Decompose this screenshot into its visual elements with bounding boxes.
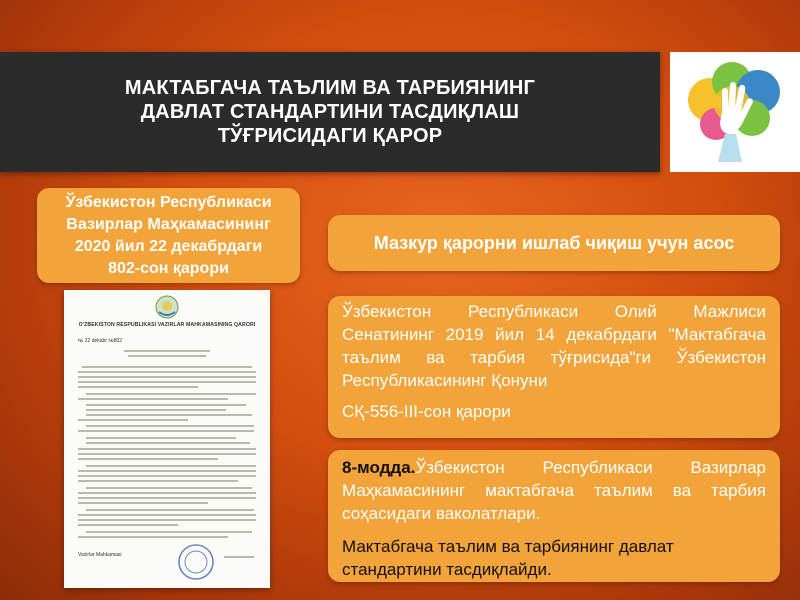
document-signature: Vazirlar Mahkamasi [78, 552, 122, 558]
document-text-line [78, 514, 256, 516]
document-text-line [124, 350, 210, 352]
article-text: Ўзбекистон Республикаси Вазирлар Маҳкамасининг мактабгача таълим ва тарбия соҳасидаги ваколатлари. [342, 458, 766, 523]
document-text-line [224, 556, 254, 558]
document-text-line [128, 355, 206, 357]
document-text-line [86, 509, 254, 511]
document-text-line [86, 442, 250, 444]
document-text-line [78, 458, 218, 460]
document-text-line [86, 409, 226, 411]
basis-heading: Мазкур қарорни ишлаб чиқиш учун асос [373, 232, 735, 253]
document-text-line [86, 437, 236, 439]
document-meta: № 22 dekabr №802 [78, 338, 123, 344]
document-text-line [78, 480, 238, 482]
senate-resolution-ref: СҚ-556-III-сон қарори [342, 402, 511, 421]
document-text-line [78, 376, 256, 378]
decree-line-3: 2020 йил 22 декабрдаги [74, 237, 263, 255]
slide-title-line-1: МАКТАБГАЧА ТАЪЛИМ ВА ТАРБИЯНИНГ [124, 77, 536, 99]
slide-title-line-3: ТЎҒРИСИДАГИ ҚАРОР [217, 125, 443, 147]
slide-title-bar [0, 52, 660, 172]
document-text-line [78, 419, 188, 421]
article-second-paragraph: Мактабгача таълим ва тарбиянинг давлат стандартини тасдиқлайди. [342, 537, 674, 579]
decree-line-2: Вазирлар Маҳкамасининг [66, 215, 271, 233]
article-paragraph [342, 456, 766, 525]
document-text-line [86, 404, 246, 406]
document-text-line [86, 465, 256, 467]
document-text-line [78, 536, 228, 538]
document-text-line [78, 381, 256, 383]
article-label: 8-модда. [342, 458, 416, 477]
document-text-line [78, 386, 198, 388]
document-text-line [82, 366, 252, 368]
document-text-line [78, 497, 256, 499]
decree-line-4: 802-сон қарори [108, 259, 229, 277]
document-text-line [86, 531, 252, 533]
document-text-line [78, 502, 208, 504]
document-text-line [78, 453, 256, 455]
basis-heading-box [328, 215, 780, 271]
decree-document-image [64, 290, 270, 588]
state-emblem-icon [153, 294, 181, 320]
document-text-line [78, 448, 256, 450]
tree-hand-logo-icon [670, 52, 800, 172]
slide-title-line-2: ДАВЛАТ СТАНДАРТИНИ ТАСДИҚЛАШ [140, 101, 520, 123]
document-header: O'ZBEKISTON RESPUBLIKASI VAZIRLAR MAHKAMASINING QARORI [78, 322, 256, 328]
document-text-line [86, 393, 256, 395]
document-text-line [86, 414, 252, 416]
decree-line-1: Ўзбекистон Республикаси [65, 193, 272, 211]
law-reference-text: Ўзбекистон Республикаси Олий Мажлиси Сенатининг 2019 йил 14 декабрдаги "Мактабгача таълим ва тарбия тўғрисида"ги Ўзбекистон Республикасининг Қонуни [342, 302, 766, 390]
article-box [328, 450, 780, 582]
document-text-line [78, 519, 256, 521]
document-text-line [78, 470, 256, 472]
logo-panel [670, 52, 800, 172]
official-stamp-icon [176, 542, 216, 582]
decree-info-box [37, 188, 300, 283]
document-text-line [78, 492, 256, 494]
law-reference-box [328, 296, 780, 438]
document-text-line [78, 430, 254, 432]
document-text-line [78, 524, 178, 526]
document-text-line [78, 371, 256, 373]
document-text-line [86, 487, 252, 489]
document-text-line [78, 398, 228, 400]
document-text-line [86, 425, 254, 427]
document-text-line [78, 475, 256, 477]
